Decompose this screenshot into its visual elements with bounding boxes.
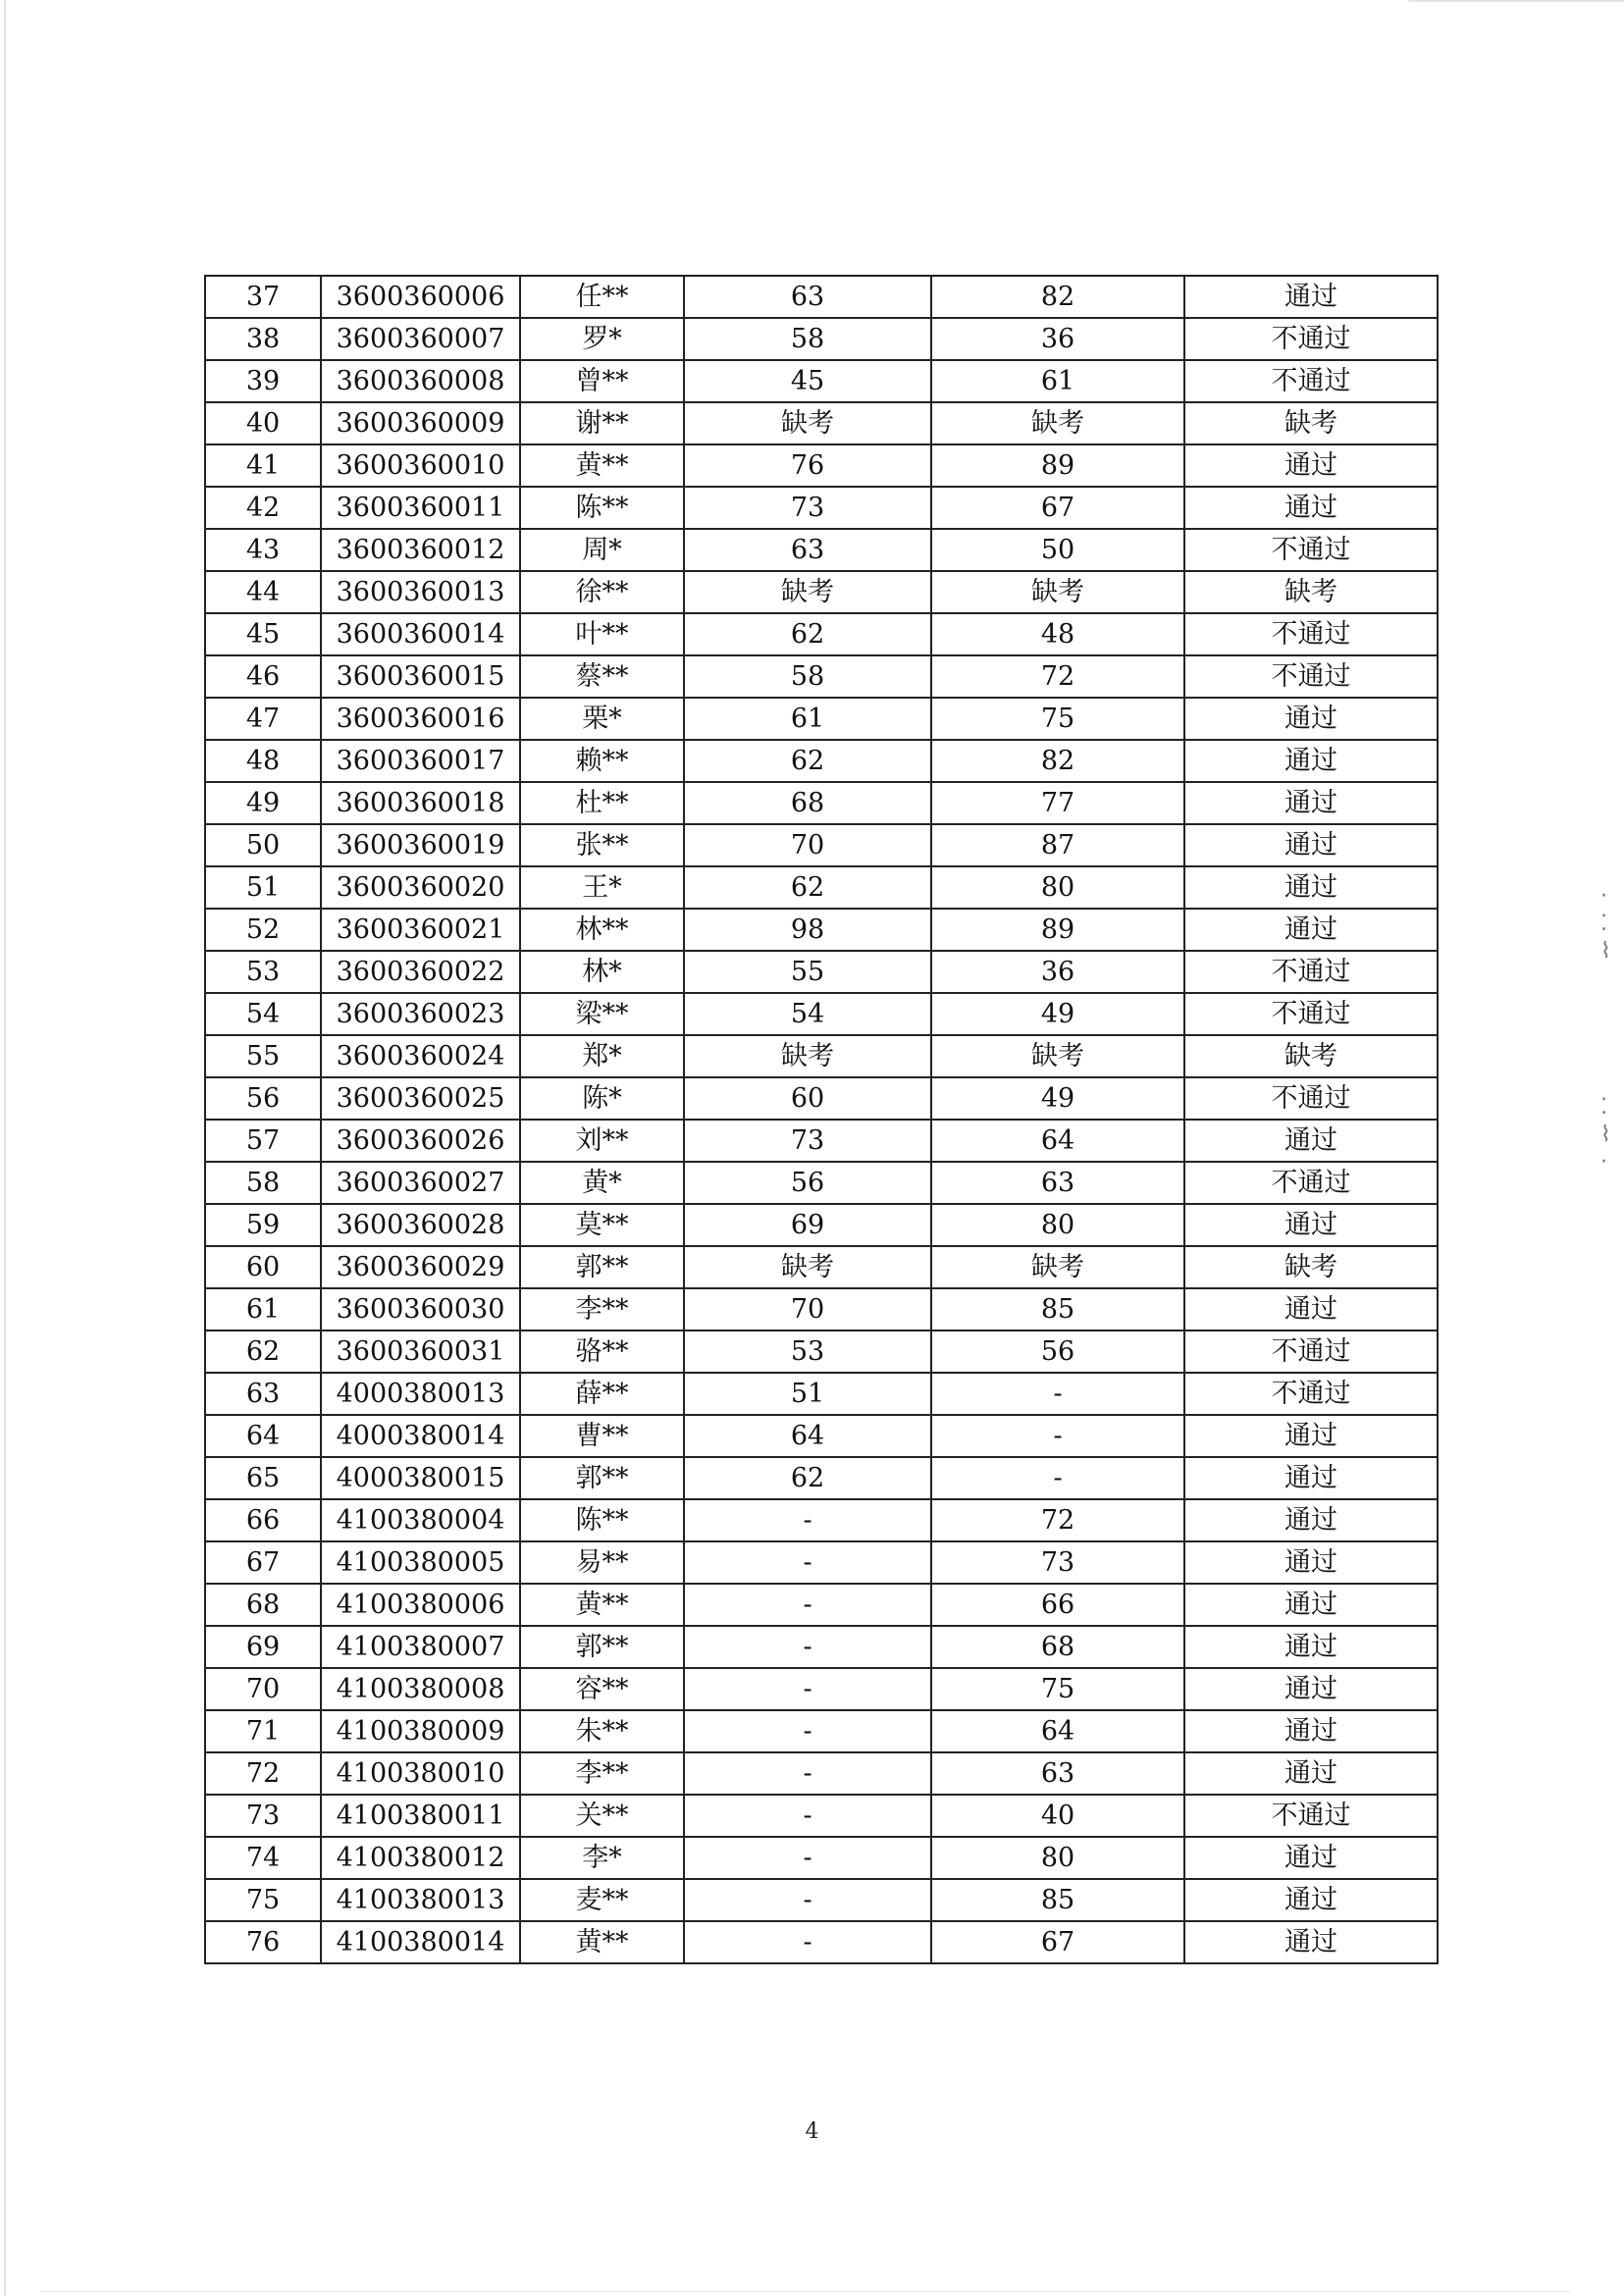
score-1-cell: 62 <box>684 1457 931 1499</box>
result-cell: 通过 <box>1184 1668 1438 1710</box>
result-cell: 不通过 <box>1184 951 1438 993</box>
row-number-cell: 43 <box>205 529 321 571</box>
candidate-id-cell: 3600360029 <box>321 1246 520 1288</box>
table-row <box>205 1921 1438 1963</box>
row-number-cell: 38 <box>205 318 321 360</box>
result-cell: 不通过 <box>1184 655 1438 698</box>
candidate-id-cell: 3600360006 <box>321 276 520 318</box>
table-row <box>205 1752 1438 1795</box>
row-number-cell: 39 <box>205 360 321 402</box>
score-1-cell: 51 <box>684 1373 931 1415</box>
table-row <box>205 571 1438 613</box>
result-cell: 通过 <box>1184 1626 1438 1668</box>
table-row <box>205 1246 1438 1288</box>
row-number-cell: 44 <box>205 571 321 613</box>
result-cell: 通过 <box>1184 698 1438 740</box>
table-row <box>205 1499 1438 1541</box>
score-2-cell: 82 <box>931 276 1184 318</box>
score-1-cell: - <box>684 1584 931 1626</box>
partial-seal-mark: · ⁚ ⌇ <box>1600 884 1611 964</box>
table-row <box>205 1837 1438 1879</box>
candidate-id-cell: 3600360015 <box>321 655 520 698</box>
result-cell: 通过 <box>1184 824 1438 866</box>
candidate-id-cell: 4100380004 <box>321 1499 520 1541</box>
table-row <box>205 1457 1438 1499</box>
score-2-cell: 40 <box>931 1795 1184 1837</box>
candidate-name-cell: 麦** <box>520 1879 684 1921</box>
candidate-id-cell: 4100380009 <box>321 1710 520 1752</box>
partial-seal-mark: ⁚ ⌇ · <box>1600 1095 1611 1174</box>
candidate-name-cell: 陈** <box>520 1499 684 1541</box>
table-row <box>205 1584 1438 1626</box>
row-number-cell: 53 <box>205 951 321 993</box>
candidate-id-cell: 3600360030 <box>321 1288 520 1331</box>
result-cell: 通过 <box>1184 1879 1438 1921</box>
candidate-name-cell: 曾** <box>520 360 684 402</box>
result-cell: 通过 <box>1184 866 1438 909</box>
row-number-cell: 40 <box>205 402 321 444</box>
score-2-cell: 85 <box>931 1288 1184 1331</box>
candidate-name-cell: 梁** <box>520 993 684 1035</box>
results-table-body <box>205 276 1438 1963</box>
row-number-cell: 52 <box>205 909 321 951</box>
result-cell: 通过 <box>1184 444 1438 487</box>
candidate-name-cell: 陈** <box>520 487 684 529</box>
table-row <box>205 1879 1438 1921</box>
row-number-cell: 72 <box>205 1752 321 1795</box>
row-number-cell: 62 <box>205 1331 321 1373</box>
table-row <box>205 909 1438 951</box>
table-row <box>205 529 1438 571</box>
score-1-cell: 62 <box>684 740 931 782</box>
score-1-cell: 69 <box>684 1204 931 1246</box>
row-number-cell: 59 <box>205 1204 321 1246</box>
candidate-name-cell: 林** <box>520 909 684 951</box>
score-2-cell: - <box>931 1415 1184 1457</box>
score-2-cell: 36 <box>931 318 1184 360</box>
row-number-cell: 50 <box>205 824 321 866</box>
result-cell: 不通过 <box>1184 613 1438 655</box>
table-row <box>205 1077 1438 1120</box>
score-2-cell: 73 <box>931 1541 1184 1584</box>
candidate-id-cell: 4100380013 <box>321 1879 520 1921</box>
candidate-name-cell: 叶** <box>520 613 684 655</box>
score-2-cell: - <box>931 1457 1184 1499</box>
result-cell: 通过 <box>1184 1457 1438 1499</box>
result-cell: 通过 <box>1184 782 1438 824</box>
score-2-cell: 50 <box>931 529 1184 571</box>
table-row <box>205 866 1438 909</box>
candidate-name-cell: 李** <box>520 1752 684 1795</box>
score-1-cell: 缺考 <box>684 1035 931 1077</box>
candidate-name-cell: 蔡** <box>520 655 684 698</box>
score-1-cell: 63 <box>684 276 931 318</box>
score-1-cell: 70 <box>684 824 931 866</box>
row-number-cell: 58 <box>205 1162 321 1204</box>
candidate-name-cell: 薛** <box>520 1373 684 1415</box>
score-2-cell: 64 <box>931 1710 1184 1752</box>
candidate-name-cell: 关** <box>520 1795 684 1837</box>
score-1-cell: 53 <box>684 1331 931 1373</box>
row-number-cell: 41 <box>205 444 321 487</box>
score-2-cell: 89 <box>931 444 1184 487</box>
candidate-id-cell: 4000380013 <box>321 1373 520 1415</box>
candidate-id-cell: 4100380005 <box>321 1541 520 1584</box>
table-row <box>205 1668 1438 1710</box>
candidate-name-cell: 郑* <box>520 1035 684 1077</box>
score-1-cell: 缺考 <box>684 402 931 444</box>
row-number-cell: 75 <box>205 1879 321 1921</box>
table-row <box>205 655 1438 698</box>
row-number-cell: 57 <box>205 1120 321 1162</box>
score-1-cell: 76 <box>684 444 931 487</box>
score-1-cell: 54 <box>684 993 931 1035</box>
candidate-name-cell: 罗* <box>520 318 684 360</box>
result-cell: 通过 <box>1184 1710 1438 1752</box>
candidate-id-cell: 3600360023 <box>321 993 520 1035</box>
candidate-name-cell: 杜** <box>520 782 684 824</box>
candidate-name-cell: 朱** <box>520 1710 684 1752</box>
candidate-id-cell: 4100380006 <box>321 1584 520 1626</box>
result-cell: 不通过 <box>1184 1331 1438 1373</box>
scan-edge <box>39 2291 1570 2292</box>
result-cell: 通过 <box>1184 740 1438 782</box>
score-2-cell: 49 <box>931 1077 1184 1120</box>
score-2-cell: 61 <box>931 360 1184 402</box>
candidate-id-cell: 3600360018 <box>321 782 520 824</box>
score-2-cell: 72 <box>931 1499 1184 1541</box>
candidate-id-cell: 3600360008 <box>321 360 520 402</box>
result-cell: 不通过 <box>1184 1162 1438 1204</box>
score-2-cell: 75 <box>931 1668 1184 1710</box>
score-1-cell: 60 <box>684 1077 931 1120</box>
candidate-id-cell: 3600360016 <box>321 698 520 740</box>
score-1-cell: 缺考 <box>684 571 931 613</box>
results-table <box>204 275 1439 1964</box>
score-1-cell: 62 <box>684 866 931 909</box>
score-1-cell: 45 <box>684 360 931 402</box>
score-1-cell: - <box>684 1499 931 1541</box>
row-number-cell: 76 <box>205 1921 321 1963</box>
candidate-id-cell: 3600360021 <box>321 909 520 951</box>
score-1-cell: - <box>684 1626 931 1668</box>
result-cell: 不通过 <box>1184 1373 1438 1415</box>
result-cell: 通过 <box>1184 1541 1438 1584</box>
result-cell: 通过 <box>1184 1837 1438 1879</box>
score-2-cell: 80 <box>931 1204 1184 1246</box>
score-2-cell: 87 <box>931 824 1184 866</box>
score-1-cell: 68 <box>684 782 931 824</box>
result-cell: 通过 <box>1184 487 1438 529</box>
table-row <box>205 1795 1438 1837</box>
candidate-id-cell: 4100380012 <box>321 1837 520 1879</box>
table-row <box>205 402 1438 444</box>
score-2-cell: 72 <box>931 655 1184 698</box>
result-cell: 通过 <box>1184 1120 1438 1162</box>
result-cell: 不通过 <box>1184 318 1438 360</box>
result-cell: 缺考 <box>1184 571 1438 613</box>
result-cell: 通过 <box>1184 1584 1438 1626</box>
row-number-cell: 70 <box>205 1668 321 1710</box>
row-number-cell: 60 <box>205 1246 321 1288</box>
table-row <box>205 487 1438 529</box>
row-number-cell: 61 <box>205 1288 321 1331</box>
result-cell: 通过 <box>1184 909 1438 951</box>
candidate-id-cell: 3600360026 <box>321 1120 520 1162</box>
result-cell: 不通过 <box>1184 993 1438 1035</box>
result-cell: 缺考 <box>1184 1246 1438 1288</box>
score-1-cell: - <box>684 1710 931 1752</box>
score-1-cell: 73 <box>684 487 931 529</box>
table-row <box>205 1415 1438 1457</box>
table-row <box>205 1626 1438 1668</box>
row-number-cell: 66 <box>205 1499 321 1541</box>
row-number-cell: 73 <box>205 1795 321 1837</box>
candidate-id-cell: 3600360031 <box>321 1331 520 1373</box>
table-row <box>205 1288 1438 1331</box>
row-number-cell: 64 <box>205 1415 321 1457</box>
candidate-name-cell: 骆** <box>520 1331 684 1373</box>
score-2-cell: 49 <box>931 993 1184 1035</box>
row-number-cell: 37 <box>205 276 321 318</box>
candidate-id-cell: 4100380011 <box>321 1795 520 1837</box>
table-row <box>205 1035 1438 1077</box>
candidate-id-cell: 3600360019 <box>321 824 520 866</box>
result-cell: 通过 <box>1184 1752 1438 1795</box>
candidate-id-cell: 3600360028 <box>321 1204 520 1246</box>
candidate-id-cell: 3600360024 <box>321 1035 520 1077</box>
result-cell: 缺考 <box>1184 1035 1438 1077</box>
row-number-cell: 63 <box>205 1373 321 1415</box>
score-1-cell: 61 <box>684 698 931 740</box>
score-2-cell: 66 <box>931 1584 1184 1626</box>
row-number-cell: 42 <box>205 487 321 529</box>
row-number-cell: 54 <box>205 993 321 1035</box>
score-2-cell: 缺考 <box>931 402 1184 444</box>
score-2-cell: 缺考 <box>931 571 1184 613</box>
score-1-cell: 55 <box>684 951 931 993</box>
table-row <box>205 1373 1438 1415</box>
table-row <box>205 993 1438 1035</box>
candidate-name-cell: 易** <box>520 1541 684 1584</box>
table-row <box>205 824 1438 866</box>
candidate-id-cell: 3600360009 <box>321 402 520 444</box>
score-2-cell: 63 <box>931 1162 1184 1204</box>
table-row <box>205 276 1438 318</box>
score-2-cell: 63 <box>931 1752 1184 1795</box>
candidate-name-cell: 陈* <box>520 1077 684 1120</box>
score-2-cell: 68 <box>931 1626 1184 1668</box>
candidate-id-cell: 4100380010 <box>321 1752 520 1795</box>
score-2-cell: 64 <box>931 1120 1184 1162</box>
row-number-cell: 55 <box>205 1035 321 1077</box>
candidate-name-cell: 刘** <box>520 1120 684 1162</box>
result-cell: 不通过 <box>1184 529 1438 571</box>
row-number-cell: 46 <box>205 655 321 698</box>
table-row <box>205 318 1438 360</box>
score-1-cell: 64 <box>684 1415 931 1457</box>
candidate-name-cell: 黄** <box>520 1584 684 1626</box>
score-1-cell: 58 <box>684 318 931 360</box>
result-cell: 通过 <box>1184 1921 1438 1963</box>
result-cell: 通过 <box>1184 276 1438 318</box>
result-cell: 缺考 <box>1184 402 1438 444</box>
score-2-cell: 缺考 <box>931 1035 1184 1077</box>
score-2-cell: 36 <box>931 951 1184 993</box>
candidate-name-cell: 赖** <box>520 740 684 782</box>
score-2-cell: 77 <box>931 782 1184 824</box>
candidate-name-cell: 郭** <box>520 1457 684 1499</box>
candidate-name-cell: 莫** <box>520 1204 684 1246</box>
candidate-name-cell: 黄** <box>520 444 684 487</box>
row-number-cell: 67 <box>205 1541 321 1584</box>
result-cell: 通过 <box>1184 1415 1438 1457</box>
score-1-cell: - <box>684 1921 931 1963</box>
candidate-name-cell: 郭** <box>520 1626 684 1668</box>
table-row <box>205 1120 1438 1162</box>
table-row <box>205 740 1438 782</box>
candidate-id-cell: 3600360017 <box>321 740 520 782</box>
candidate-id-cell: 4000380014 <box>321 1415 520 1457</box>
table-row <box>205 1331 1438 1373</box>
candidate-id-cell: 3600360013 <box>321 571 520 613</box>
candidate-name-cell: 李* <box>520 1837 684 1879</box>
candidate-name-cell: 徐** <box>520 571 684 613</box>
table-row <box>205 1710 1438 1752</box>
score-2-cell: - <box>931 1373 1184 1415</box>
score-2-cell: 56 <box>931 1331 1184 1373</box>
candidate-id-cell: 3600360011 <box>321 487 520 529</box>
candidate-name-cell: 林* <box>520 951 684 993</box>
candidate-name-cell: 郭** <box>520 1246 684 1288</box>
candidate-name-cell: 曹** <box>520 1415 684 1457</box>
candidate-id-cell: 3600360020 <box>321 866 520 909</box>
score-2-cell: 67 <box>931 1921 1184 1963</box>
score-1-cell: 56 <box>684 1162 931 1204</box>
row-number-cell: 49 <box>205 782 321 824</box>
candidate-name-cell: 任** <box>520 276 684 318</box>
candidate-id-cell: 4100380007 <box>321 1626 520 1668</box>
row-number-cell: 45 <box>205 613 321 655</box>
candidate-name-cell: 黄** <box>520 1921 684 1963</box>
table-row <box>205 444 1438 487</box>
candidate-id-cell: 3600360027 <box>321 1162 520 1204</box>
score-1-cell: 缺考 <box>684 1246 931 1288</box>
score-2-cell: 48 <box>931 613 1184 655</box>
score-1-cell: - <box>684 1879 931 1921</box>
result-cell: 通过 <box>1184 1499 1438 1541</box>
row-number-cell: 56 <box>205 1077 321 1120</box>
table-row <box>205 1162 1438 1204</box>
row-number-cell: 65 <box>205 1457 321 1499</box>
score-2-cell: 75 <box>931 698 1184 740</box>
scan-edge <box>1408 0 1624 2</box>
row-number-cell: 69 <box>205 1626 321 1668</box>
score-1-cell: 98 <box>684 909 931 951</box>
candidate-name-cell: 谢** <box>520 402 684 444</box>
scan-edge <box>4 0 6 2296</box>
row-number-cell: 47 <box>205 698 321 740</box>
score-2-cell: 80 <box>931 866 1184 909</box>
candidate-name-cell: 张** <box>520 824 684 866</box>
row-number-cell: 48 <box>205 740 321 782</box>
score-1-cell: 70 <box>684 1288 931 1331</box>
row-number-cell: 68 <box>205 1584 321 1626</box>
table-row <box>205 613 1438 655</box>
candidate-name-cell: 周* <box>520 529 684 571</box>
page-number: 4 <box>805 2119 819 2144</box>
candidate-id-cell: 3600360010 <box>321 444 520 487</box>
candidate-name-cell: 容** <box>520 1668 684 1710</box>
result-cell: 通过 <box>1184 1204 1438 1246</box>
table-row <box>205 1204 1438 1246</box>
candidate-name-cell: 王* <box>520 866 684 909</box>
score-1-cell: - <box>684 1668 931 1710</box>
result-cell: 通过 <box>1184 1288 1438 1331</box>
score-1-cell: 58 <box>684 655 931 698</box>
table-row <box>205 698 1438 740</box>
table-row <box>205 951 1438 993</box>
candidate-name-cell: 黄* <box>520 1162 684 1204</box>
candidate-id-cell: 4100380008 <box>321 1668 520 1710</box>
result-cell: 不通过 <box>1184 360 1438 402</box>
score-2-cell: 67 <box>931 487 1184 529</box>
score-2-cell: 80 <box>931 1837 1184 1879</box>
candidate-id-cell: 3600360025 <box>321 1077 520 1120</box>
score-1-cell: 63 <box>684 529 931 571</box>
candidate-name-cell: 李** <box>520 1288 684 1331</box>
table-row <box>205 360 1438 402</box>
score-1-cell: - <box>684 1837 931 1879</box>
table-row <box>205 1541 1438 1584</box>
score-2-cell: 85 <box>931 1879 1184 1921</box>
candidate-id-cell: 3600360022 <box>321 951 520 993</box>
score-1-cell: 73 <box>684 1120 931 1162</box>
candidate-id-cell: 3600360007 <box>321 318 520 360</box>
candidate-name-cell: 栗* <box>520 698 684 740</box>
candidate-id-cell: 3600360012 <box>321 529 520 571</box>
table-row <box>205 782 1438 824</box>
score-1-cell: - <box>684 1541 931 1584</box>
score-1-cell: - <box>684 1795 931 1837</box>
candidate-id-cell: 4000380015 <box>321 1457 520 1499</box>
score-2-cell: 82 <box>931 740 1184 782</box>
result-cell: 不通过 <box>1184 1077 1438 1120</box>
row-number-cell: 51 <box>205 866 321 909</box>
row-number-cell: 71 <box>205 1710 321 1752</box>
candidate-id-cell: 4100380014 <box>321 1921 520 1963</box>
score-1-cell: 62 <box>684 613 931 655</box>
score-2-cell: 缺考 <box>931 1246 1184 1288</box>
candidate-id-cell: 3600360014 <box>321 613 520 655</box>
row-number-cell: 74 <box>205 1837 321 1879</box>
result-cell: 不通过 <box>1184 1795 1438 1837</box>
score-1-cell: - <box>684 1752 931 1795</box>
score-2-cell: 89 <box>931 909 1184 951</box>
